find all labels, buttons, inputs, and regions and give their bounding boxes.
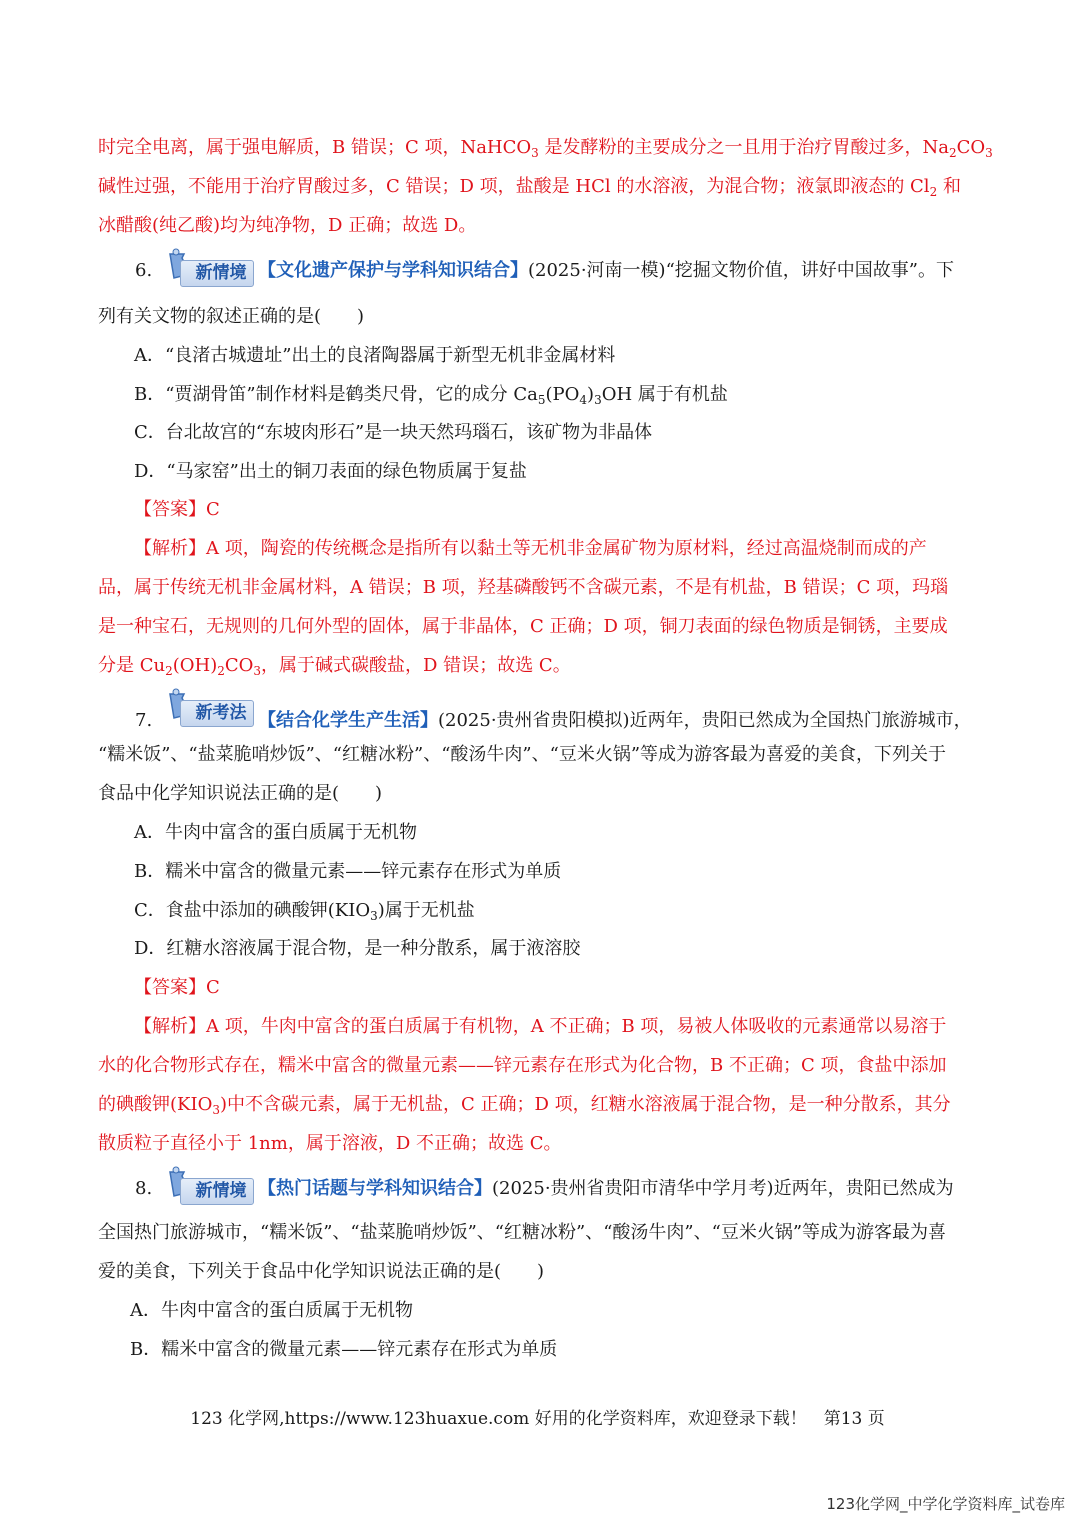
- question-stem: [258, 1176, 954, 1202]
- option-text: OH 属于有机盐: [601, 384, 728, 405]
- option-d: D．红糖水溶液属于混合物，是一种分散系，属于液溶胶: [134, 938, 581, 959]
- explanation-text: )中不含碳元素，属于无机盐，C 正确；D 项，红糖水溶液属于混合物，是一种分散系，其分: [219, 1094, 951, 1115]
- intro-line-2: [98, 174, 961, 200]
- badge-label: 新情境: [180, 260, 254, 287]
- question-stem-line-3: 爱的美食，下列关于食品中化学知识说法正确的是( ): [98, 1261, 545, 1282]
- option-c: C．台北故宫的“东坡肉形石”是一块天然玛瑙石，该矿物为非晶体: [134, 422, 653, 443]
- subscript: 3: [253, 664, 262, 678]
- option-d: D．“马家窑”出土的铜刀表面的绿色物质属于复盐: [134, 461, 527, 482]
- question-stem: [258, 258, 954, 284]
- explanation-line-3: [98, 1092, 951, 1118]
- answer-label: 【答案】: [134, 499, 206, 520]
- question-stem: [258, 708, 972, 734]
- explanation-line-4: [98, 653, 571, 679]
- explanation-text: 分是 Cu: [98, 655, 166, 676]
- question-number: 8.: [135, 1178, 153, 1199]
- option-text: C．食盐中添加的碘酸钾(KIO: [134, 900, 371, 921]
- explanation-line-3: 是一种宝石，无规则的几何外型的固体，属于非晶体，C 正确；D 项，铜刀表面的绿色物质是铜锈，主要成: [98, 616, 948, 637]
- answer-label: 【答案】: [134, 977, 206, 998]
- explanation-line-1: [134, 536, 927, 562]
- question-number: 7.: [135, 710, 153, 731]
- option-c: [134, 898, 475, 924]
- stem-text: (2025·贵州省贵阳市清华中学月考)近两年，贵阳已然成为: [492, 1178, 954, 1199]
- option-text: ): [587, 384, 595, 405]
- stem-text: (2025·贵州省贵阳模拟)近两年，贵阳已然成为全国热门旅游城市，: [438, 710, 972, 731]
- option-a: A．牛肉中富含的蛋白质属于无机物: [130, 1300, 413, 1321]
- explanation-text: (OH): [172, 655, 218, 676]
- explanation-text: 的碘酸钾(KIO: [98, 1094, 213, 1115]
- option-b: [134, 382, 728, 408]
- subscript: 5: [537, 393, 546, 407]
- subscript: 3: [370, 909, 378, 923]
- new-method-badge: [166, 688, 256, 728]
- explanation-line-4: 散质粒子直径小于 1nm，属于溶液，D 不正确；故选 C。: [98, 1133, 562, 1154]
- subscript: 3: [212, 1103, 220, 1117]
- answer-value: C: [206, 977, 220, 998]
- subscript: 3: [985, 146, 993, 160]
- stem-text: (2025·河南一模)“挖掘文物价值，讲好中国故事”。下: [528, 260, 954, 281]
- explanation-text: CO: [224, 655, 254, 676]
- option-text: )属于无机盐: [377, 900, 475, 921]
- topic-tag: 【热门话题与学科知识结合】: [258, 1178, 492, 1199]
- intro-text: 是发酵粉的主要成分之一且用于治疗胃酸过多，Na: [538, 137, 949, 158]
- option-b: B．糯米中富含的微量元素——锌元素存在形式为单质: [134, 861, 562, 882]
- badge-label: 新考法: [180, 700, 254, 727]
- topic-tag: 【文化遗产保护与学科知识结合】: [258, 260, 528, 281]
- intro-text: 碱性过强，不能用于治疗胃酸过多，C 错误；D 项，盐酸是 HCl 的水溶液，为混合物；液氯即液态的 Cl: [98, 176, 930, 197]
- question-number: 6.: [135, 260, 153, 281]
- subscript: 2: [929, 185, 938, 199]
- explanation-text: A 项，牛肉中富含的蛋白质属于有机物，A 不正确；B 项，易被人体吸收的元素通常以易溶于: [206, 1016, 947, 1037]
- new-context-badge: [166, 1166, 256, 1206]
- question-stem-line-3: 食品中化学知识说法正确的是( ): [98, 783, 383, 804]
- explanation-text: A 项，陶瓷的传统概念是指所有以黏土等无机非金属矿物为原材料，经过高温烧制而成的产: [206, 538, 927, 559]
- option-a: A．牛肉中富含的蛋白质属于无机物: [134, 822, 417, 843]
- question-stem-line-2: 全国热门旅游城市，“糯米饭”、“盐菜脆哨炒饭”、“红糖冰粉”、“酸汤牛肉”、“豆米火锅”等成为游客最为喜: [98, 1222, 947, 1243]
- subscript: 2: [165, 664, 173, 678]
- subscript: 4: [579, 393, 588, 407]
- option-a: A．“良渚古城遗址”出土的良渚陶器属于新型无机非金属材料: [134, 345, 616, 366]
- explanation-label: 【解析】: [134, 538, 206, 559]
- question-stem-line-2: “糯米饭”、“盐菜脆哨炒饭”、“红糖冰粉”、“酸汤牛肉”、“豆米火锅”等成为游客最为喜爱的美食，下列关于: [98, 744, 947, 765]
- explanation-line-2: 品，属于传统无机非金属材料，A 错误；B 项，羟基磷酸钙不含碳元素，不是有机盐，B 错误；C 项，玛瑙: [98, 577, 949, 598]
- option-text: B．“贾湖骨笛”制作材料是鹤类尺骨，它的成分 Ca: [134, 384, 538, 405]
- subscript: 3: [594, 393, 602, 407]
- intro-text: 和: [937, 176, 961, 197]
- explanation-text: ，属于碱式碳酸盐，D 错误；故选 C。: [261, 655, 571, 676]
- watermark: 123化学网_中学化学资料库_试卷库: [826, 1495, 1065, 1513]
- topic-tag: 【结合化学生产生活】: [258, 710, 438, 731]
- answer: [134, 975, 220, 1001]
- subscript: 2: [217, 664, 225, 678]
- intro-line-3: 冰醋酸(纯乙酸)均为纯净物，D 正确；故选 D。: [98, 215, 477, 236]
- answer-value: C: [206, 499, 220, 520]
- intro-text: 时完全电离，属于强电解质，B 错误；C 项，NaHCO: [98, 137, 532, 158]
- option-text: (PO: [545, 384, 580, 405]
- question-stem-line-2: 列有关文物的叙述正确的是( ): [98, 306, 365, 327]
- explanation-line-2: 水的化合物形式存在，糯米中富含的微量元素——锌元素存在形式为化合物，B 不正确；C 项，食盐中添加: [98, 1055, 947, 1076]
- option-b: B．糯米中富含的微量元素——锌元素存在形式为单质: [130, 1339, 558, 1360]
- explanation-line-1: [134, 1014, 946, 1040]
- page-footer: 123 化学网,https://www.123huaxue.com 好用的化学资料库，欢迎登录下载！ 第13 页: [190, 1409, 885, 1429]
- intro-text: CO: [956, 137, 986, 158]
- subscript: 3: [531, 146, 539, 160]
- badge-label: 新情境: [180, 1178, 254, 1205]
- subscript: 2: [949, 146, 957, 160]
- new-context-badge: [166, 248, 256, 288]
- intro-line-1: [98, 135, 993, 161]
- explanation-label: 【解析】: [134, 1016, 206, 1037]
- answer: [134, 497, 220, 523]
